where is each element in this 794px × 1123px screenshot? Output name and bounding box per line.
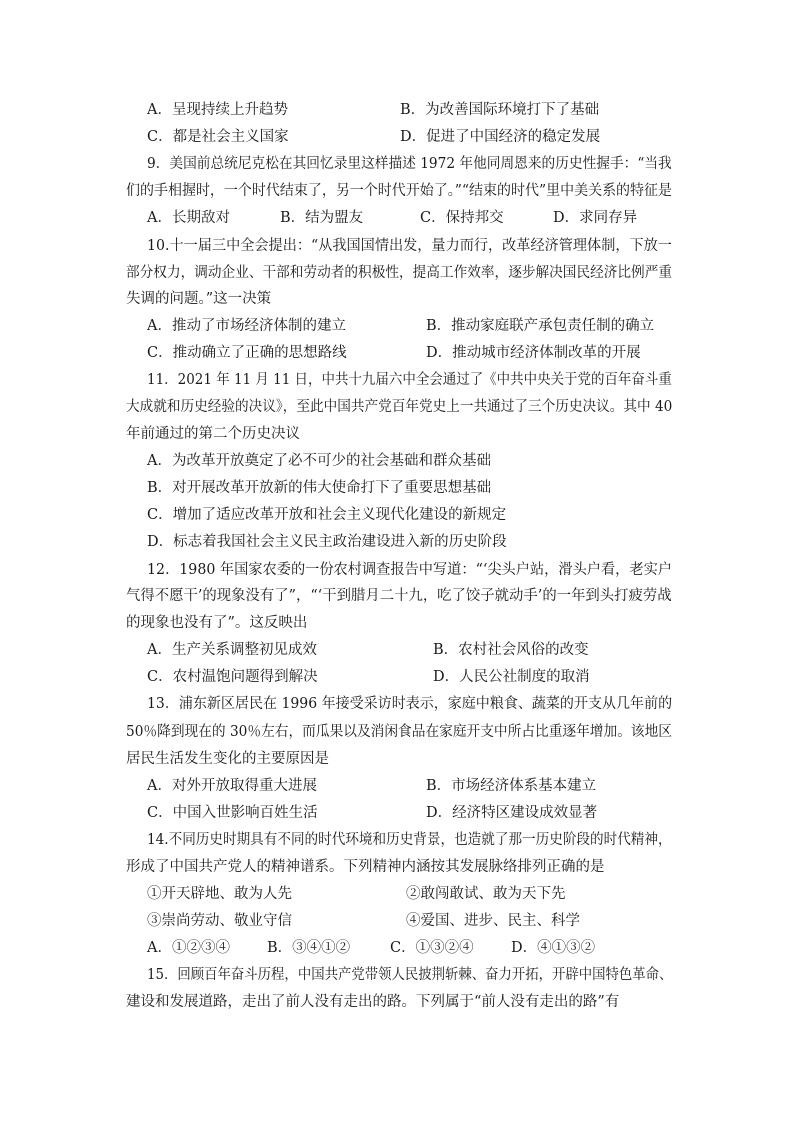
q14-item-2: ②敢闯敢试、敢为天下先 <box>406 886 566 902</box>
q8-option-a: A．呈现持续上升趋势 <box>147 102 288 118</box>
q13-option-b: B．市场经济体系基本建立 <box>426 778 597 794</box>
q10-option-c: C．推动确立了正确的思想路线 <box>147 345 347 361</box>
q13-option-c: C．中国入世影响百姓生活 <box>147 805 318 821</box>
q13-stem-line1: 13．浦东新区居民在 1996 年接受采访时表示，家庭中粮食、蔬菜的开支从几年前的 <box>147 696 673 712</box>
q14-item-3: ③崇尚劳动、敬业守信 <box>147 913 292 929</box>
q8-option-c: C．都是社会主义国家 <box>147 129 289 145</box>
q14-item-4: ④爱国、进步、民主、科学 <box>406 913 580 929</box>
q9-stem-line1: 9．美国前总统尼克松在其回忆录里这样描述 1972 年他同周恩来的历史性握手：“当我 <box>147 156 672 172</box>
q9-option-b: B．结为盟友 <box>280 210 364 226</box>
q10-stem-line2: 部分权力，调动企业、干部和劳动者的积极性，提高工作效率，逐步解决国民经济比例严重 <box>126 265 673 281</box>
q12-option-a: A．生产关系调整初见成效 <box>147 642 317 658</box>
q10-option-d: D．推动城市经济体制改革的开展 <box>426 345 641 361</box>
q12-option-d: D．人民公社制度的取消 <box>433 669 590 685</box>
q13-option-a: A．对外开放取得重大进展 <box>147 778 317 794</box>
q10-stem-line3: 失调的问题。”这一决策 <box>126 291 272 307</box>
q10-option-a: A．推动了市场经济体制的建立 <box>147 318 346 334</box>
q12-stem-line3: 的现象也没有了”。这反映出 <box>126 615 308 631</box>
q14-option-c: C．①③②④ <box>390 940 474 956</box>
q13-option-d: D．经济特区建设成效显著 <box>426 805 598 821</box>
q14-option-a: A．①②③④ <box>147 940 230 956</box>
q10-option-b: B．推动家庭联产承包责任制的确立 <box>426 318 655 334</box>
q8-option-b: B．为改善国际环境打下了基础 <box>400 102 600 118</box>
q14-item-1: ①开天辟地、敢为人先 <box>147 886 292 902</box>
q14-option-b: B．③④①② <box>267 940 351 956</box>
q12-option-c: C．农村温饱问题得到解决 <box>147 669 318 685</box>
q15-stem-line2: 建设和发展道路，走出了前人没有走出的路。下列属于“前人没有走出的路”有 <box>126 994 620 1010</box>
q13-stem-line3: 居民生活发生变化的主要原因是 <box>126 751 329 767</box>
q11-option-d: D．标志着我国社会主义民主政治建设进入新的历史阶段 <box>147 534 507 550</box>
q15-stem-line1: 15．回顾百年奋斗历程，中国共产党带领人民披荆斩棘、奋力开拓，开辟中国特色革命、 <box>147 967 673 983</box>
q9-option-a: A．长期敌对 <box>147 210 230 226</box>
q10-stem-line1: 10.十一届三中全会提出：“从我国国情出发，量力而行，改革经济管理体制，下放一 <box>147 238 672 254</box>
q12-option-b: B．农村社会风俗的改变 <box>433 642 589 658</box>
q12-stem-line1: 12．1980 年国家农委的一份农村调查报告中写道：“‘尖头户站，滑头户看，老实户 <box>147 562 672 578</box>
q8-option-d: D．促进了中国经济的稳定发展 <box>400 129 601 145</box>
q11-stem-line1: 11．2021 年 11 月 11 日，中共十九届六中全会通过了《中共中央关于党的百年奋斗重 <box>147 372 672 388</box>
q9-stem-line2: 们的手相握时，一个时代结束了，另一个时代开始了。”“结束的时代”里中美关系的特征是 <box>126 183 673 199</box>
q9-option-d: D．求同存异 <box>553 210 638 226</box>
q14-stem-line2: 形成了中国共产党人的精神谱系。下列精神内涵按其发展脉络排列正确的是 <box>126 859 605 875</box>
q11-stem-line2: 大成就和历史经验的决议》，至此中国共产党百年党史上一共通过了三个历史决议。其中 40 <box>126 399 673 415</box>
q11-stem-line3: 年前通过的第二个历史决议 <box>126 426 300 442</box>
q9-option-c: C．保持邦交 <box>420 210 504 226</box>
q12-stem-line2: 气得不愿干’的现象没有了”，“‘干到腊月二十九，吃了饺子就动手’的一年到头打疲劳战 <box>126 588 672 604</box>
q13-stem-line2: 50％降到现在的 30％左右，而瓜果以及消闲食品在家庭开支中所占比重逐年增加。该地区 <box>126 724 672 740</box>
q14-option-d: D．④①③② <box>511 940 596 956</box>
q11-option-a: A．为改革开放奠定了必不可少的社会基础和群众基础 <box>147 453 491 469</box>
q14-stem-line1: 14.不同历史时期具有不同的时代环境和历史背景，也造就了那一历史阶段的时代精神， <box>147 832 672 848</box>
q11-option-c: C．增加了适应改革开放和社会主义现代化建设的新规定 <box>147 507 507 523</box>
q11-option-b: B．对开展改革开放新的伟大使命打下了重要思想基础 <box>147 480 492 496</box>
